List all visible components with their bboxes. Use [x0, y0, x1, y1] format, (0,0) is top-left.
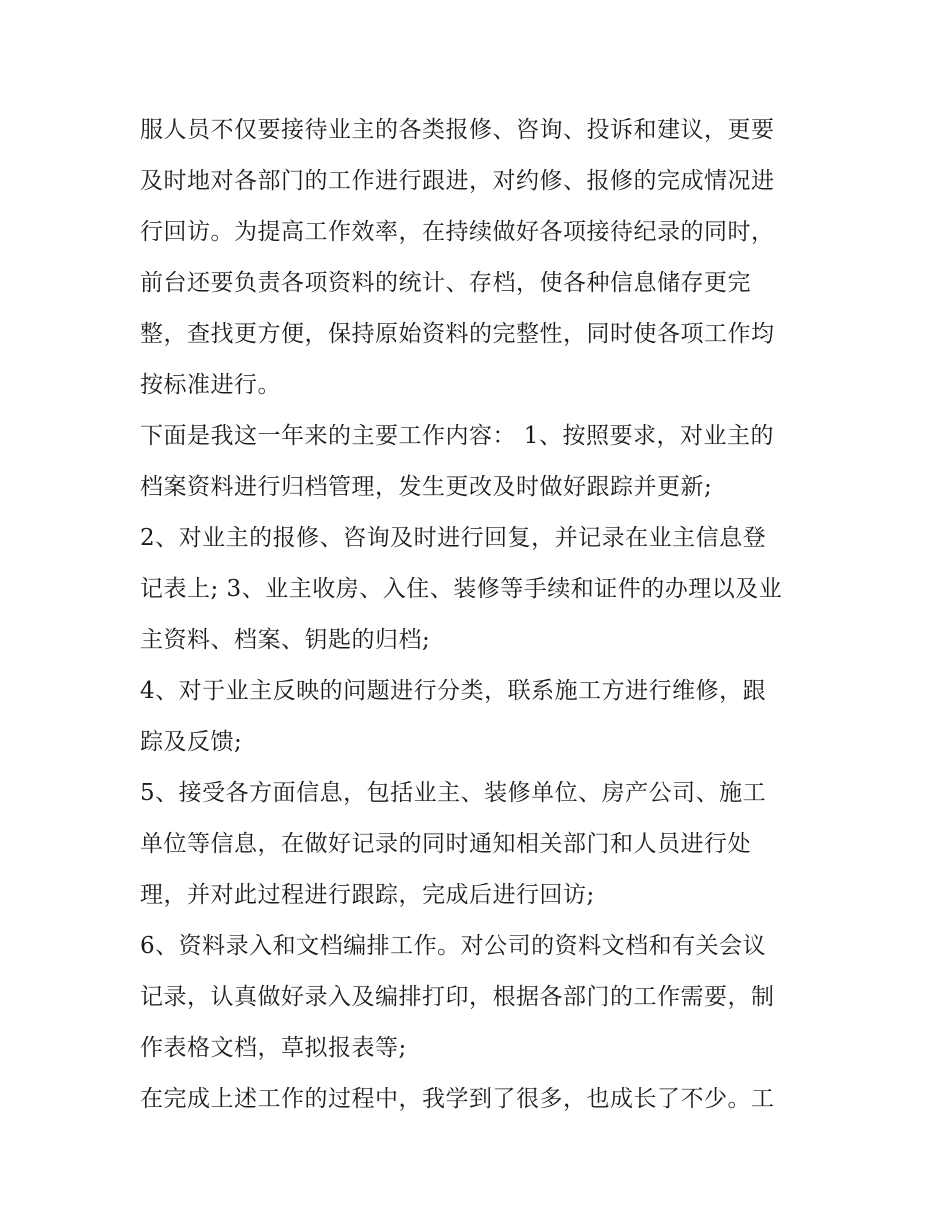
text-line: 6、资料录入和文档编排工作。对公司的资料文档和有关会议: [140, 933, 767, 959]
text-line: 记表上; 3、业主收房、入住、装修等手续和证件的办理以及业: [140, 576, 783, 602]
text-line: 前台还要负责各项资料的统计、存档，使各种信息储存更完: [140, 270, 751, 296]
text-line: 5、接受各方面信息，包括业主、装修单位、房产公司、施工: [140, 780, 767, 806]
text-line: 及时地对各部门的工作进行跟进，对约修、报修的完成情况进: [140, 168, 775, 194]
document-body: [140, 105, 820, 1125]
text-line: 理，并对此过程进行跟踪，完成后进行回访;: [140, 882, 595, 908]
text-line: 行回访。为提高工作效率，在持续做好各项接待纪录的同时，: [140, 219, 775, 245]
text-line: 服人员不仅要接待业主的各类报修、咨询、投诉和建议，更要: [140, 117, 775, 143]
text-line: 单位等信息，在做好记录的同时通知相关部门和人员进行处: [140, 831, 751, 857]
text-line: 主资料、档案、钥匙的归档;: [140, 627, 431, 653]
text-line: 踪及反馈;: [140, 729, 243, 755]
text-line: 作表格文档，草拟报表等;: [140, 1035, 407, 1061]
text-line: 档案资料进行归档管理，发生更改及时做好跟踪并更新;: [140, 474, 713, 500]
text-line: 2、对业主的报修、咨询及时进行回复，并记录在业主信息登: [140, 525, 767, 551]
text-line: 下面是我这一年来的主要工作内容： 1、按照要求，对业主的: [140, 423, 774, 449]
text-line: 整，查找更方便，保持原始资料的完整性，同时使各项工作均: [140, 321, 775, 347]
text-line: 记录，认真做好录入及编排打印，根据各部门的工作需要，制: [140, 984, 775, 1010]
text-line: 按标准进行。: [140, 372, 281, 398]
text-line: 4、对于业主反映的问题进行分类，联系施工方进行维修，跟: [140, 678, 767, 704]
text-line: 在完成上述工作的过程中，我学到了很多，也成长了不少。工: [140, 1086, 775, 1112]
